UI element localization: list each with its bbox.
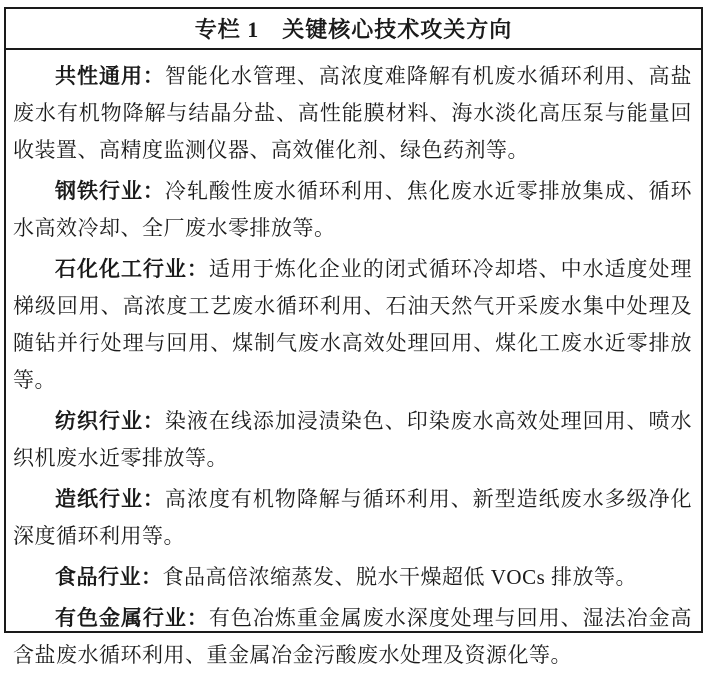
section-label: 钢铁行业： bbox=[55, 179, 165, 203]
section-paragraph bbox=[13, 173, 692, 247]
section-paragraph bbox=[13, 600, 692, 674]
panel-box bbox=[4, 7, 703, 667]
section-text: 适用于炼化企业的闭式循环冷却塔、中水适度处理梯级回用、高浓度工艺废水循环利用、石油天然气开采废水集中处理及随钻并行处理与回用、煤制气废水高效处理回用、煤化工废水近零排放等。 bbox=[13, 257, 692, 392]
section-text: 智能化水管理、高浓度难降解有机废水循环利用、高盐废水有机物降解与结晶分盐、高性能膜材料、海水淡化高压泵与能量回收装置、高精度监测仪器、高效催化剂、绿色药剂等。 bbox=[13, 64, 693, 162]
section-paragraph bbox=[13, 559, 692, 596]
section-paragraph bbox=[13, 251, 692, 399]
section-label: 造纸行业： bbox=[55, 487, 165, 511]
section-label: 食品行业： bbox=[55, 565, 163, 589]
section-label: 有色金属行业： bbox=[55, 606, 209, 630]
panel-header bbox=[6, 9, 701, 50]
section-text: 染液在线添加浸渍染色、印染废水高效处理回用、喷水织机废水近零排放等。 bbox=[13, 409, 693, 470]
section-text: 高浓度有机物降解与循环利用、新型造纸废水多级净化深度循环利用等。 bbox=[13, 487, 693, 548]
section-text: 冷轧酸性废水循环利用、焦化废水近零排放集成、循环水高效冷却、全厂废水零排放等。 bbox=[13, 179, 693, 240]
section-paragraph bbox=[13, 403, 692, 477]
section-paragraph bbox=[13, 58, 692, 169]
section-paragraph bbox=[13, 481, 692, 555]
section-text: 食品高倍浓缩蒸发、脱水干燥超低 VOCs 排放等。 bbox=[162, 565, 638, 589]
panel-body bbox=[6, 50, 701, 674]
section-label: 纺织行业： bbox=[55, 409, 165, 433]
section-label: 共性通用： bbox=[55, 64, 165, 88]
section-label: 石化化工行业： bbox=[55, 257, 209, 281]
section-text: 有色冶炼重金属废水深度处理与回用、湿法冶金高含盐废水循环利用、重金属冶金污酸废水处理及资源化等。 bbox=[13, 606, 692, 667]
panel-title: 专栏 1 关键核心技术攻关方向 bbox=[194, 17, 513, 42]
